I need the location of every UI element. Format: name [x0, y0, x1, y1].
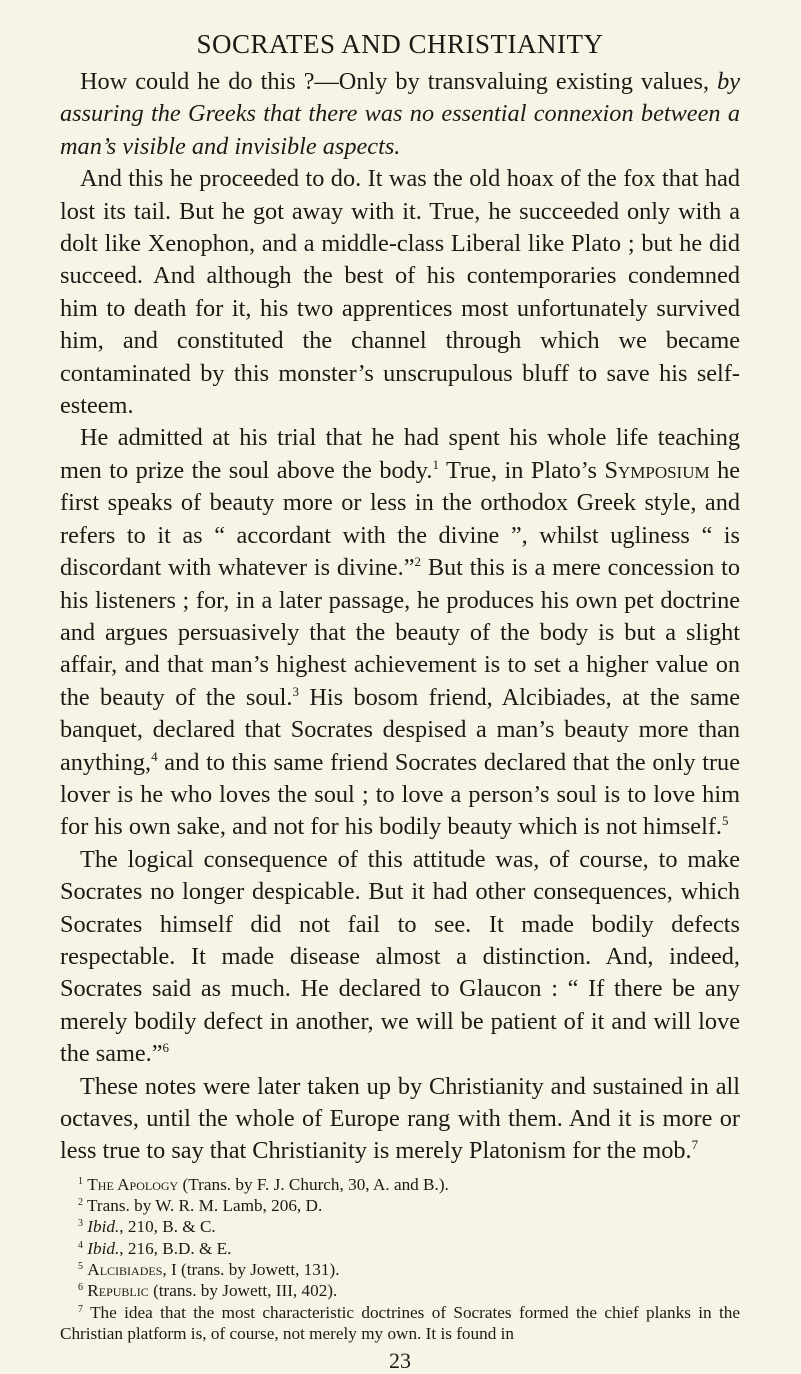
text-run: , 216, B.D. & E. — [119, 1238, 232, 1258]
footnote-ref: 5 — [722, 813, 729, 829]
small-caps-title: Republic — [87, 1281, 149, 1301]
footnote-number: 7 — [78, 1303, 83, 1315]
footnote-number: 5 — [78, 1261, 83, 1272]
footnote-number: 6 — [78, 1282, 83, 1294]
footnote-ref: 7 — [691, 1137, 699, 1153]
text-run: And this he proceeded to do. It was the old hoax of the fox that had lost its tail. But he got away with it. True, he succeeded only with a dolt like Xenophon, and a middle-class Liberal like Plato ; but he did succeed. And although the best of his contemporaries condemned him to death for it, his two apprentices most unfortunately survived him, and constituted the channel through which we became contaminated by this monster’s unscrupulous bluff to save his self-esteem. — [60, 165, 740, 420]
text-run: The idea that the most characteristic doctrines of Socrates formed the chief planks in the Christian platform is, of course, not merely my own. It is found in — [60, 1302, 740, 1343]
footnote-ref: 1 — [432, 456, 439, 472]
text-run: he first speaks of beauty more or less in the orthodox Greek style, and refers to it as “ accordant with the divine ”, whilst ugliness “ is discordant with whatever is divine.” — [60, 456, 740, 582]
footnote-number: 3 — [78, 1218, 83, 1230]
italic-text: by assuring the Greeks that there was no essential connexion between a man’s visible and invisible aspects. — [60, 68, 740, 160]
text-run: These notes were later taken up by Christianity and sustained in all octaves, until the whole of Europe rang with them. And it is more or less true to say that Christianity is merely Platonism for the mob. — [60, 1072, 740, 1165]
footnote — [60, 1195, 740, 1216]
small-caps-title: Alcibiades — [87, 1260, 163, 1279]
paragraph — [60, 422, 740, 843]
footnote — [60, 1302, 740, 1345]
text-run: He admitted at his trial that he had spent his whole life teaching men to prize the soul above the body. — [60, 424, 740, 484]
running-head: SOCRATES AND CHRISTIANITY — [196, 29, 604, 59]
text-run: , I (trans. by Jowett, 131). — [162, 1260, 340, 1279]
text-run: The logical consequence of this attitude was, of course, to make Socrates no longer despicable. But it had other consequences, which Socrates himself did not fail to see. It made bodily defects respectable. It made disease almost a distinction. And, indeed, Socrates said as much. He declared to Glaucon : “ If there be any merely bodily defect in another, we will be patient of it and will love the same.” — [60, 845, 740, 1068]
text-run: But this is a mere concession to his listeners ; for, in a later passage, he produces his own pet doctrine and argues persuasively that the beauty of the body is but a slight affair, and that man’s highest achievement is to set a higher value on the beauty of the soul. — [60, 554, 740, 711]
footnote-number: 2 — [78, 1197, 83, 1209]
paragraph — [60, 844, 740, 1071]
footnote — [60, 1280, 740, 1301]
text-run: Trans. by W. R. M. Lamb, 206, D. — [87, 1196, 323, 1216]
footnote-number: 1 — [78, 1175, 83, 1187]
book-page — [60, 28, 740, 1374]
small-caps-title: Symposium — [604, 456, 710, 484]
italic-text: Ibid. — [87, 1238, 120, 1258]
text-run: , 210, B. & C. — [119, 1217, 216, 1237]
small-caps-title: The Apology — [87, 1174, 179, 1194]
footnote-ref: 6 — [162, 1040, 170, 1056]
text-run: His bosom friend, Alcibiades, at the same banquet, declared that Socrates despised a man’s beauty more than anything, — [60, 683, 740, 776]
text-run: True, in Plato’s — [438, 456, 605, 484]
italic-text: Ibid. — [87, 1217, 120, 1237]
paragraph — [60, 1071, 740, 1168]
footnote-ref: 4 — [151, 748, 158, 764]
page-number: 23 — [389, 1348, 411, 1374]
footnote-ref: 2 — [414, 554, 421, 570]
text-run: How could he do this ?—Only by transvaluing existing values, — [80, 68, 718, 95]
footnote — [60, 1238, 740, 1259]
body-text — [60, 66, 740, 1168]
footnote — [60, 1216, 740, 1237]
footnote-ref: 3 — [292, 683, 299, 699]
text-run: and to this same friend Socrates declared that the only true lover is he who loves the soul ; to love a person’s soul is to love him for his own sake, and not for his bodily beauty which is not himself. — [60, 748, 740, 841]
paragraph — [60, 163, 740, 422]
footnote-number: 4 — [78, 1239, 83, 1251]
text-run: (Trans. by F. J. Church, 30, A. and B.). — [178, 1174, 449, 1194]
paragraph — [60, 66, 740, 163]
footnote — [60, 1259, 740, 1280]
footnotes — [60, 1174, 740, 1344]
text-run: (trans. by Jowett, III, 402). — [148, 1281, 338, 1301]
footnote — [60, 1174, 740, 1195]
